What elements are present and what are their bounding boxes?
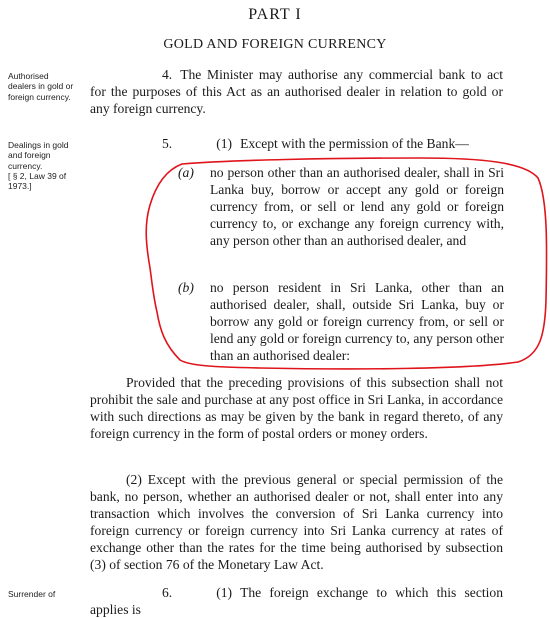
clause-b-text: no person resident in Sri Lanka, other than an authorised dealer, shall, outside Sri Lanka, buy or borrow any gold or foreign currency from, or sell or lend any gold or foreign currency to, any person other than an authorised dealer: xyxy=(210,280,504,363)
section-4-number: 4. xyxy=(162,67,173,82)
chapter-heading: GOLD AND FOREIGN CURRENCY xyxy=(163,37,387,52)
section-5-subsection-2: (2) Except with the previous general or special permission of the bank, no person, whether an authorised dealer or not, shall enter into any transaction which involves the conversion of Sri Lanka currency into foreign currency or foreign currency into Sri Lanka currency at rates of exchange other than the rates for the time being authorised by subsection (3) of section 76 of the Monetary Law Act. xyxy=(90,472,503,572)
margin-note-section-5-ref: [ § 2, Law 39 of 1973.] xyxy=(8,170,67,192)
section-6 xyxy=(90,584,503,617)
part-heading: PART I xyxy=(248,6,302,23)
section-4 xyxy=(90,66,503,117)
section-5-subsection-1: (1) xyxy=(216,136,233,151)
section-4-text: The Minister may authorise any commercial bank to act for the purposes of this Act as an authorised dealer in relation to gold or any foreign currency. xyxy=(90,67,503,116)
section-5-intro-text: Except with the permission of the Bank— xyxy=(240,136,469,151)
clause-b xyxy=(178,279,504,364)
margin-note-section-6: Surrender of xyxy=(8,589,56,599)
section-6-text: The foreign exchange to which this section applies is xyxy=(90,585,503,617)
section-5-intro xyxy=(90,135,503,152)
clause-a-label: (a) xyxy=(178,165,194,180)
section-5-number: 5. xyxy=(162,136,173,151)
clause-a-text: no person other than an authorised dealer, shall in Sri Lanka buy, borrow or accept any gold or foreign currency from, or sell or lend any gold or foreign currency to, or exchange any foreign currency with, any person other than an authorised dealer, and xyxy=(210,165,504,248)
proviso: Provided that the preceding provisions of this subsection shall not prohibit the sale and purchase at any post office in Sri Lanka, in accordance with such directions as may be given by the bank in regard thereto, of any foreign currency in the form of postal orders or money orders. xyxy=(90,375,503,441)
margin-note-section-5 xyxy=(8,140,78,191)
section-6-subsection-1: (1) xyxy=(216,585,233,600)
clause-b-label: (b) xyxy=(178,280,194,295)
clause-a xyxy=(178,164,504,249)
margin-note-section-5-text: Dealings in gold and foreign currency. xyxy=(8,140,69,171)
section-6-number: 6. xyxy=(162,585,173,600)
margin-note-section-4: Authorised dealers in gold or foreign currency. xyxy=(8,71,74,102)
